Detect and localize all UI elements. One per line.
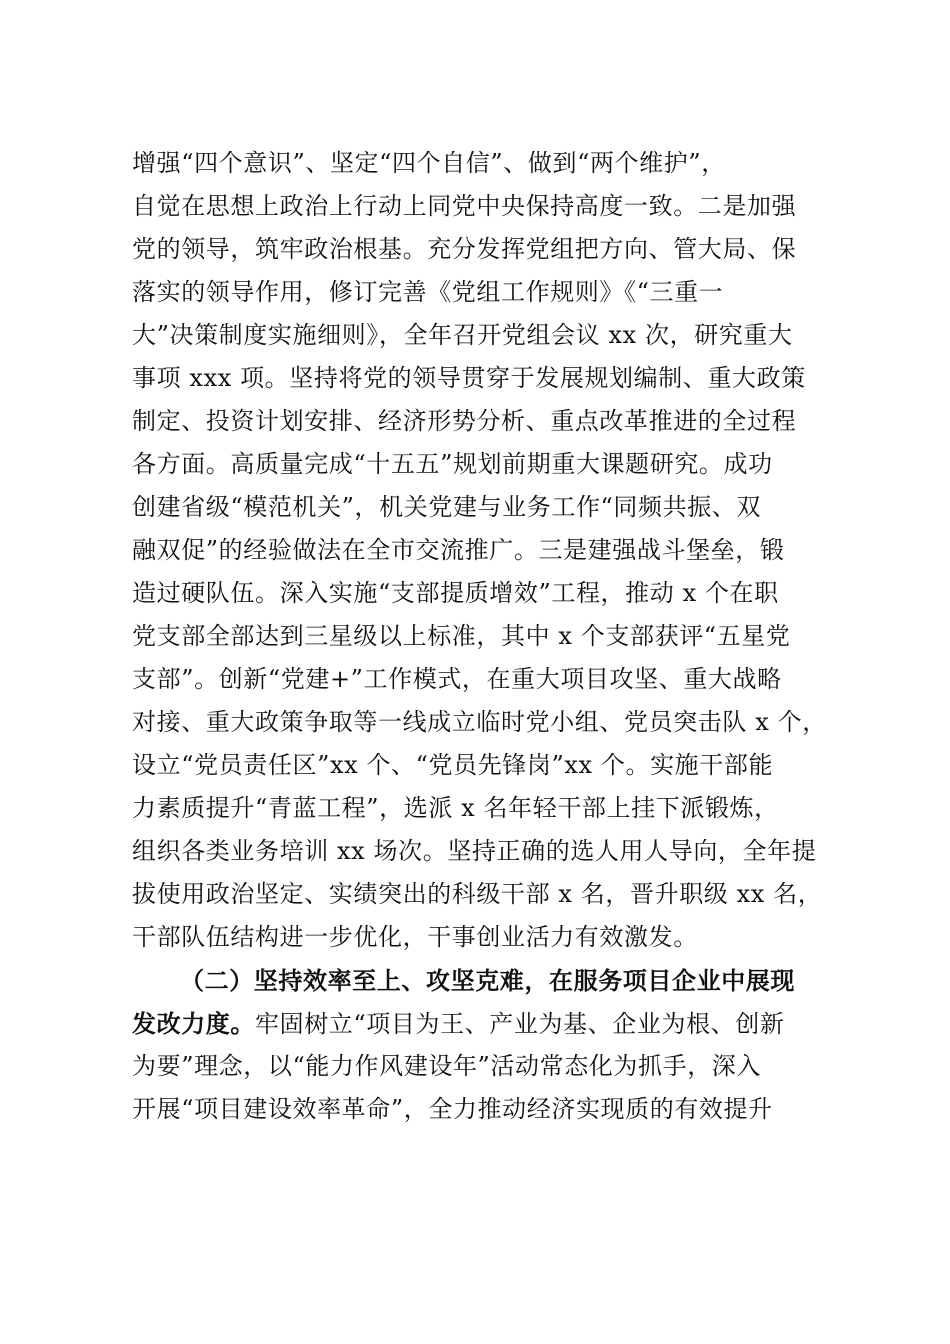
paragraph-line: 对接、重大政策争取等一线成立临时党小组、党员突击队 x 个， — [132, 708, 827, 736]
paragraph-line: 拔使用政治坚定、实绩突出的科级干部 x 名，晋升职级 xx 名， — [132, 880, 823, 908]
paragraph-line: 党的领导，筑牢政治根基。充分发挥党组把方向、管大局、保 — [132, 235, 797, 263]
paragraph-line: 落实的领导作用，修订完善《党组工作规则》《“三重一 — [132, 278, 724, 306]
paragraph-line: 融双促”的经验做法在全市交流推广。三是建强战斗堡垒，锻 — [132, 536, 785, 564]
section-heading-end: 发改力度。 — [132, 1009, 255, 1038]
section-heading: （二）坚持效率至上、攻坚克难，在服务项目企业中展现 — [180, 966, 795, 995]
paragraph-line: 增强“四个意识”、坚定“四个自信”、做到“两个维护”， — [132, 149, 726, 177]
section-heading-continuation — [132, 1002, 832, 1045]
paragraph-line: 制定、投资计划安排、经济形势分析、重点改革推进的全过程 — [132, 407, 797, 435]
paragraph-line: 大”决策制度实施细则》，全年召开党组会议 xx 次，研究重大 — [132, 321, 793, 349]
section-text-start: 牢固树立“项目为王、产业为基、企业为根、创新 — [255, 1010, 785, 1038]
paragraph-line: 开展“项目建设效率革命”，全力推动经济实现质的有效提升 — [132, 1095, 773, 1123]
paragraph-line: 造过硬队伍。深入实施“支部提质增效”工程，推动 x 个在职 — [132, 579, 779, 607]
paragraph-line: 组织各类业务培训 xx 场次。坚持正确的选人用人导向，全年提 — [132, 837, 817, 865]
paragraph-line: 自觉在思想上政治上行动上同党中央保持高度一致。二是加强 — [132, 192, 797, 220]
paragraph-line: 支部”。创新“党建+”工作模式，在重大项目攻坚、重大战略 — [132, 665, 782, 693]
paragraph-line: 为要”理念，以“能力作风建设年”活动常态化为抓手，深入 — [132, 1052, 762, 1080]
paragraph-line: 力素质提升“青蓝工程”，选派 x 名年轻干部上挂下派锻炼， — [132, 794, 779, 822]
paragraph-line: 事项 xxx 项。坚持将党的领导贯穿于发展规划编制、重大政策 — [132, 364, 806, 392]
paragraph-line: 党支部全部达到三星级以上标准，其中 x 个支部获评“五星党 — [132, 622, 791, 650]
paragraph-line: 创建省级“模范机关”，机关党建与业务工作“同频共振、双 — [132, 493, 762, 521]
paragraph-line: 各方面。高质量完成“十五五”规划前期重大课题研究。成功 — [132, 450, 773, 478]
body-text — [132, 142, 832, 1131]
paragraph-line: 干部队伍结构进一步优化，干事创业活力有效激发。 — [132, 923, 698, 951]
paragraph-line: 设立“党员责任区”xx 个、“党员先锋岗”xx 个。实施干部能 — [132, 751, 774, 779]
